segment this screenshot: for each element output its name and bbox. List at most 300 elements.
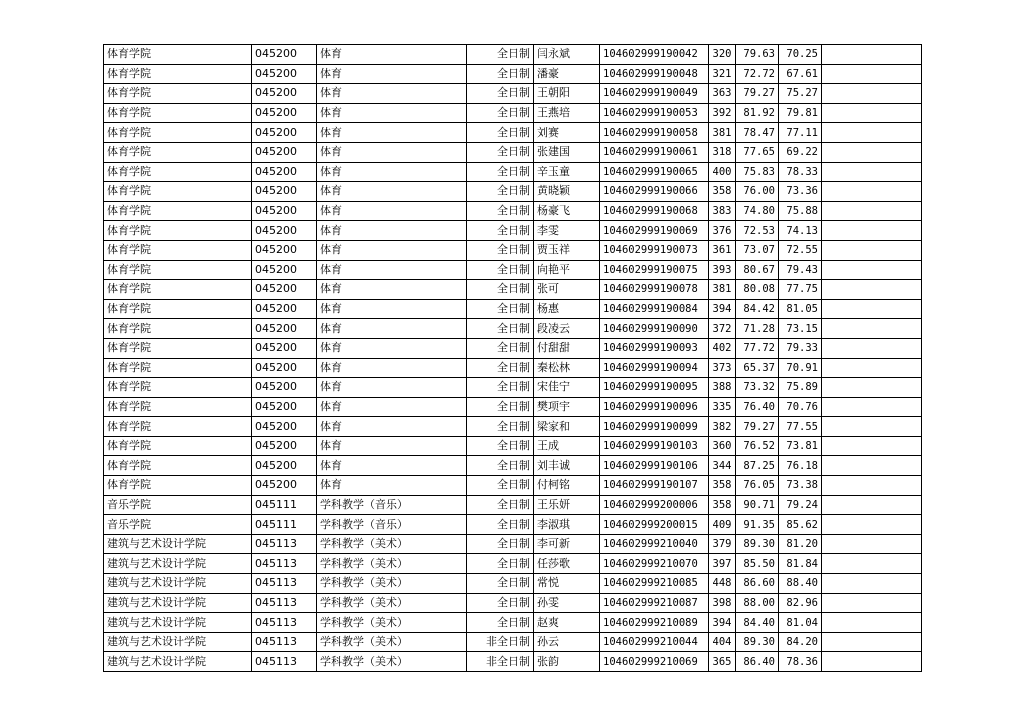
college-cell: 体育学院 — [104, 84, 252, 104]
major-code-cell: 045113 — [252, 574, 317, 594]
candidate-id-cell: 104602999210070 — [600, 554, 709, 574]
student-name-cell: 王燕培 — [534, 103, 600, 123]
final-score-cell: 74.13 — [779, 221, 822, 241]
study-mode-cell: 全日制 — [467, 103, 534, 123]
empty-cell — [822, 260, 922, 280]
college-cell: 音乐学院 — [104, 515, 252, 535]
major-code-cell: 045200 — [252, 476, 317, 496]
student-name-cell: 闫永斌 — [534, 45, 600, 65]
retest-score-cell: 75.83 — [736, 162, 779, 182]
table-row — [104, 397, 922, 417]
empty-cell — [822, 221, 922, 241]
retest-score-cell: 65.37 — [736, 358, 779, 378]
college-cell: 建筑与艺术设计学院 — [104, 613, 252, 633]
study-mode-cell: 全日制 — [467, 378, 534, 398]
major-name-cell: 体育 — [317, 280, 467, 300]
study-mode-cell: 全日制 — [467, 417, 534, 437]
major-name-cell: 学科教学（音乐） — [317, 515, 467, 535]
empty-cell — [822, 84, 922, 104]
final-score-cell: 78.36 — [779, 652, 822, 672]
table-row — [104, 201, 922, 221]
candidate-id-cell: 104602999190042 — [600, 45, 709, 65]
empty-cell — [822, 652, 922, 672]
college-cell: 建筑与艺术设计学院 — [104, 632, 252, 652]
candidate-id-cell: 104602999190099 — [600, 417, 709, 437]
college-cell: 体育学院 — [104, 436, 252, 456]
major-name-cell: 体育 — [317, 338, 467, 358]
table-row — [104, 378, 922, 398]
final-score-cell: 75.89 — [779, 378, 822, 398]
empty-cell — [822, 554, 922, 574]
total-score-cell: 335 — [709, 397, 736, 417]
empty-cell — [822, 574, 922, 594]
total-score-cell: 398 — [709, 593, 736, 613]
student-name-cell: 贾玉祥 — [534, 240, 600, 260]
total-score-cell: 320 — [709, 45, 736, 65]
major-code-cell: 045200 — [252, 280, 317, 300]
major-name-cell: 学科教学（美术） — [317, 613, 467, 633]
total-score-cell: 383 — [709, 201, 736, 221]
study-mode-cell: 全日制 — [467, 64, 534, 84]
final-score-cell: 79.33 — [779, 338, 822, 358]
total-score-cell: 381 — [709, 123, 736, 143]
major-code-cell: 045200 — [252, 221, 317, 241]
major-name-cell: 体育 — [317, 123, 467, 143]
college-cell: 体育学院 — [104, 476, 252, 496]
final-score-cell: 79.24 — [779, 495, 822, 515]
student-name-cell: 辛玉童 — [534, 162, 600, 182]
empty-cell — [822, 378, 922, 398]
retest-score-cell: 86.60 — [736, 574, 779, 594]
student-name-cell: 付甜甜 — [534, 338, 600, 358]
candidate-id-cell: 104602999200006 — [600, 495, 709, 515]
candidate-id-cell: 104602999190073 — [600, 240, 709, 260]
major-code-cell: 045200 — [252, 436, 317, 456]
retest-score-cell: 90.71 — [736, 495, 779, 515]
major-code-cell: 045200 — [252, 201, 317, 221]
student-name-cell: 任莎歌 — [534, 554, 600, 574]
candidate-id-cell: 104602999190048 — [600, 64, 709, 84]
study-mode-cell: 全日制 — [467, 338, 534, 358]
major-code-cell: 045200 — [252, 45, 317, 65]
table-row — [104, 103, 922, 123]
empty-cell — [822, 338, 922, 358]
empty-cell — [822, 103, 922, 123]
major-code-cell: 045200 — [252, 319, 317, 339]
table-row — [104, 299, 922, 319]
student-name-cell: 付柯铭 — [534, 476, 600, 496]
study-mode-cell: 全日制 — [467, 495, 534, 515]
study-mode-cell: 全日制 — [467, 221, 534, 241]
total-score-cell: 392 — [709, 103, 736, 123]
student-name-cell: 段凌云 — [534, 319, 600, 339]
study-mode-cell: 全日制 — [467, 397, 534, 417]
major-code-cell: 045200 — [252, 456, 317, 476]
table-row — [104, 495, 922, 515]
candidate-id-cell: 104602999190094 — [600, 358, 709, 378]
student-name-cell: 李可新 — [534, 534, 600, 554]
student-name-cell: 常悦 — [534, 574, 600, 594]
major-name-cell: 体育 — [317, 162, 467, 182]
study-mode-cell: 全日制 — [467, 142, 534, 162]
total-score-cell: 400 — [709, 162, 736, 182]
student-name-cell: 秦松林 — [534, 358, 600, 378]
study-mode-cell: 全日制 — [467, 593, 534, 613]
study-mode-cell: 全日制 — [467, 123, 534, 143]
major-code-cell: 045200 — [252, 182, 317, 202]
major-code-cell: 045200 — [252, 417, 317, 437]
table-row — [104, 593, 922, 613]
college-cell: 体育学院 — [104, 240, 252, 260]
final-score-cell: 84.20 — [779, 632, 822, 652]
empty-cell — [822, 162, 922, 182]
student-name-cell: 李淑琪 — [534, 515, 600, 535]
candidate-id-cell: 104602999210069 — [600, 652, 709, 672]
table-row — [104, 123, 922, 143]
study-mode-cell: 非全日制 — [467, 652, 534, 672]
retest-score-cell: 88.00 — [736, 593, 779, 613]
table-row — [104, 142, 922, 162]
total-score-cell: 321 — [709, 64, 736, 84]
study-mode-cell: 全日制 — [467, 515, 534, 535]
empty-cell — [822, 593, 922, 613]
major-code-cell: 045113 — [252, 613, 317, 633]
college-cell: 建筑与艺术设计学院 — [104, 574, 252, 594]
retest-score-cell: 73.32 — [736, 378, 779, 398]
table-row — [104, 162, 922, 182]
table-row — [104, 476, 922, 496]
total-score-cell: 393 — [709, 260, 736, 280]
candidate-id-cell: 104602999210040 — [600, 534, 709, 554]
retest-score-cell: 86.40 — [736, 652, 779, 672]
major-name-cell: 体育 — [317, 201, 467, 221]
total-score-cell: 360 — [709, 436, 736, 456]
table-row — [104, 515, 922, 535]
total-score-cell: 404 — [709, 632, 736, 652]
major-name-cell: 体育 — [317, 299, 467, 319]
retest-score-cell: 87.25 — [736, 456, 779, 476]
total-score-cell: 318 — [709, 142, 736, 162]
total-score-cell: 394 — [709, 299, 736, 319]
college-cell: 建筑与艺术设计学院 — [104, 554, 252, 574]
candidate-id-cell: 104602999190053 — [600, 103, 709, 123]
study-mode-cell: 全日制 — [467, 84, 534, 104]
retest-score-cell: 74.80 — [736, 201, 779, 221]
college-cell: 音乐学院 — [104, 495, 252, 515]
major-name-cell: 体育 — [317, 456, 467, 476]
table-row — [104, 45, 922, 65]
retest-score-cell: 77.72 — [736, 338, 779, 358]
empty-cell — [822, 201, 922, 221]
total-score-cell: 376 — [709, 221, 736, 241]
major-code-cell: 045113 — [252, 593, 317, 613]
major-name-cell: 体育 — [317, 45, 467, 65]
major-name-cell: 体育 — [317, 358, 467, 378]
total-score-cell: 358 — [709, 476, 736, 496]
major-name-cell: 体育 — [317, 103, 467, 123]
total-score-cell: 358 — [709, 495, 736, 515]
candidate-id-cell: 104602999210085 — [600, 574, 709, 594]
retest-score-cell: 79.27 — [736, 417, 779, 437]
retest-score-cell: 79.27 — [736, 84, 779, 104]
study-mode-cell: 全日制 — [467, 476, 534, 496]
study-mode-cell: 全日制 — [467, 280, 534, 300]
college-cell: 体育学院 — [104, 45, 252, 65]
major-name-cell: 学科教学（美术） — [317, 574, 467, 594]
study-mode-cell: 全日制 — [467, 182, 534, 202]
retest-score-cell: 73.07 — [736, 240, 779, 260]
student-name-cell: 张韵 — [534, 652, 600, 672]
candidate-id-cell: 104602999210044 — [600, 632, 709, 652]
retest-score-cell: 89.30 — [736, 534, 779, 554]
final-score-cell: 73.36 — [779, 182, 822, 202]
student-name-cell: 黄晓颖 — [534, 182, 600, 202]
major-code-cell: 045200 — [252, 397, 317, 417]
table-row — [104, 319, 922, 339]
major-name-cell: 学科教学（美术） — [317, 632, 467, 652]
table-row — [104, 182, 922, 202]
final-score-cell: 79.43 — [779, 260, 822, 280]
student-name-cell: 赵爽 — [534, 613, 600, 633]
candidate-id-cell: 104602999190078 — [600, 280, 709, 300]
final-score-cell: 81.05 — [779, 299, 822, 319]
major-code-cell: 045200 — [252, 378, 317, 398]
student-name-cell: 刘赛 — [534, 123, 600, 143]
student-name-cell: 张建国 — [534, 142, 600, 162]
study-mode-cell: 全日制 — [467, 358, 534, 378]
table-row — [104, 260, 922, 280]
college-cell: 体育学院 — [104, 280, 252, 300]
candidate-id-cell: 104602999190093 — [600, 338, 709, 358]
major-code-cell: 045113 — [252, 652, 317, 672]
empty-cell — [822, 613, 922, 633]
final-score-cell: 85.62 — [779, 515, 822, 535]
student-name-cell: 梁家和 — [534, 417, 600, 437]
study-mode-cell: 全日制 — [467, 436, 534, 456]
candidate-id-cell: 104602999190066 — [600, 182, 709, 202]
final-score-cell: 72.55 — [779, 240, 822, 260]
total-score-cell: 358 — [709, 182, 736, 202]
college-cell: 体育学院 — [104, 64, 252, 84]
major-code-cell: 045200 — [252, 338, 317, 358]
study-mode-cell: 全日制 — [467, 613, 534, 633]
student-name-cell: 樊项宇 — [534, 397, 600, 417]
major-code-cell: 045200 — [252, 142, 317, 162]
table-row — [104, 84, 922, 104]
empty-cell — [822, 182, 922, 202]
table-row — [104, 613, 922, 633]
table-row — [104, 221, 922, 241]
total-score-cell: 448 — [709, 574, 736, 594]
empty-cell — [822, 476, 922, 496]
retest-score-cell: 76.52 — [736, 436, 779, 456]
retest-score-cell: 89.30 — [736, 632, 779, 652]
retest-score-cell: 76.00 — [736, 182, 779, 202]
candidate-id-cell: 104602999190049 — [600, 84, 709, 104]
student-name-cell: 杨惠 — [534, 299, 600, 319]
retest-score-cell: 77.65 — [736, 142, 779, 162]
final-score-cell: 70.25 — [779, 45, 822, 65]
major-code-cell: 045113 — [252, 632, 317, 652]
total-score-cell: 379 — [709, 534, 736, 554]
empty-cell — [822, 456, 922, 476]
candidate-id-cell: 104602999190068 — [600, 201, 709, 221]
final-score-cell: 73.38 — [779, 476, 822, 496]
study-mode-cell: 全日制 — [467, 162, 534, 182]
major-name-cell: 体育 — [317, 182, 467, 202]
study-mode-cell: 全日制 — [467, 260, 534, 280]
college-cell: 体育学院 — [104, 182, 252, 202]
student-name-cell: 王成 — [534, 436, 600, 456]
total-score-cell: 381 — [709, 280, 736, 300]
total-score-cell: 382 — [709, 417, 736, 437]
candidate-id-cell: 104602999190107 — [600, 476, 709, 496]
table-body — [104, 45, 922, 672]
major-code-cell: 045111 — [252, 495, 317, 515]
student-name-cell: 刘丰诚 — [534, 456, 600, 476]
table-row — [104, 358, 922, 378]
major-name-cell: 体育 — [317, 378, 467, 398]
total-score-cell: 397 — [709, 554, 736, 574]
empty-cell — [822, 123, 922, 143]
final-score-cell: 82.96 — [779, 593, 822, 613]
study-mode-cell: 全日制 — [467, 45, 534, 65]
college-cell: 建筑与艺术设计学院 — [104, 593, 252, 613]
candidate-id-cell: 104602999210087 — [600, 593, 709, 613]
table-row — [104, 534, 922, 554]
retest-score-cell: 79.63 — [736, 45, 779, 65]
retest-score-cell: 80.08 — [736, 280, 779, 300]
college-cell: 体育学院 — [104, 201, 252, 221]
retest-score-cell: 72.53 — [736, 221, 779, 241]
student-name-cell: 宋佳宁 — [534, 378, 600, 398]
major-name-cell: 体育 — [317, 417, 467, 437]
table-row — [104, 632, 922, 652]
major-code-cell: 045113 — [252, 534, 317, 554]
college-cell: 体育学院 — [104, 123, 252, 143]
final-score-cell: 70.91 — [779, 358, 822, 378]
final-score-cell: 81.84 — [779, 554, 822, 574]
college-cell: 体育学院 — [104, 103, 252, 123]
candidate-id-cell: 104602999190058 — [600, 123, 709, 143]
empty-cell — [822, 417, 922, 437]
college-cell: 体育学院 — [104, 221, 252, 241]
candidate-id-cell: 104602999190103 — [600, 436, 709, 456]
study-mode-cell: 全日制 — [467, 201, 534, 221]
total-score-cell: 402 — [709, 338, 736, 358]
major-code-cell: 045200 — [252, 64, 317, 84]
major-code-cell: 045200 — [252, 240, 317, 260]
major-code-cell: 045111 — [252, 515, 317, 535]
college-cell: 体育学院 — [104, 299, 252, 319]
candidate-id-cell: 104602999190096 — [600, 397, 709, 417]
empty-cell — [822, 64, 922, 84]
student-name-cell: 杨豪飞 — [534, 201, 600, 221]
college-cell: 体育学院 — [104, 162, 252, 182]
retest-score-cell: 80.67 — [736, 260, 779, 280]
final-score-cell: 77.11 — [779, 123, 822, 143]
final-score-cell: 81.20 — [779, 534, 822, 554]
major-name-cell: 体育 — [317, 240, 467, 260]
final-score-cell: 79.81 — [779, 103, 822, 123]
final-score-cell: 75.88 — [779, 201, 822, 221]
total-score-cell: 363 — [709, 84, 736, 104]
student-name-cell: 王朝阳 — [534, 84, 600, 104]
final-score-cell: 70.76 — [779, 397, 822, 417]
table-row — [104, 554, 922, 574]
table-row — [104, 240, 922, 260]
study-mode-cell: 全日制 — [467, 456, 534, 476]
retest-score-cell: 71.28 — [736, 319, 779, 339]
total-score-cell: 361 — [709, 240, 736, 260]
total-score-cell: 388 — [709, 378, 736, 398]
major-name-cell: 体育 — [317, 319, 467, 339]
retest-score-cell: 76.05 — [736, 476, 779, 496]
study-mode-cell: 全日制 — [467, 574, 534, 594]
candidate-id-cell: 104602999190061 — [600, 142, 709, 162]
major-name-cell: 体育 — [317, 397, 467, 417]
college-cell: 体育学院 — [104, 338, 252, 358]
final-score-cell: 75.27 — [779, 84, 822, 104]
total-score-cell: 394 — [709, 613, 736, 633]
candidate-id-cell: 104602999190095 — [600, 378, 709, 398]
final-score-cell: 73.15 — [779, 319, 822, 339]
retest-score-cell: 78.47 — [736, 123, 779, 143]
student-name-cell: 王乐妍 — [534, 495, 600, 515]
student-name-cell: 孙云 — [534, 632, 600, 652]
major-code-cell: 045200 — [252, 299, 317, 319]
empty-cell — [822, 534, 922, 554]
candidate-id-cell: 104602999200015 — [600, 515, 709, 535]
empty-cell — [822, 397, 922, 417]
final-score-cell: 73.81 — [779, 436, 822, 456]
retest-score-cell: 76.40 — [736, 397, 779, 417]
final-score-cell: 81.04 — [779, 613, 822, 633]
candidate-id-cell: 104602999190065 — [600, 162, 709, 182]
table-row — [104, 456, 922, 476]
candidate-id-cell: 104602999210089 — [600, 613, 709, 633]
major-name-cell: 体育 — [317, 221, 467, 241]
total-score-cell: 409 — [709, 515, 736, 535]
major-name-cell: 学科教学（美术） — [317, 652, 467, 672]
admission-table — [103, 44, 922, 672]
major-name-cell: 体育 — [317, 260, 467, 280]
empty-cell — [822, 358, 922, 378]
study-mode-cell: 全日制 — [467, 534, 534, 554]
empty-cell — [822, 495, 922, 515]
candidate-id-cell: 104602999190084 — [600, 299, 709, 319]
college-cell: 建筑与艺术设计学院 — [104, 534, 252, 554]
table-row — [104, 338, 922, 358]
retest-score-cell: 81.92 — [736, 103, 779, 123]
major-code-cell: 045200 — [252, 84, 317, 104]
college-cell: 体育学院 — [104, 142, 252, 162]
retest-score-cell: 85.50 — [736, 554, 779, 574]
candidate-id-cell: 104602999190090 — [600, 319, 709, 339]
total-score-cell: 344 — [709, 456, 736, 476]
major-name-cell: 学科教学（美术） — [317, 593, 467, 613]
college-cell: 体育学院 — [104, 397, 252, 417]
study-mode-cell: 全日制 — [467, 554, 534, 574]
major-name-cell: 学科教学（美术） — [317, 534, 467, 554]
final-score-cell: 88.40 — [779, 574, 822, 594]
final-score-cell: 69.22 — [779, 142, 822, 162]
college-cell: 体育学院 — [104, 319, 252, 339]
empty-cell — [822, 240, 922, 260]
empty-cell — [822, 142, 922, 162]
empty-cell — [822, 299, 922, 319]
candidate-id-cell: 104602999190106 — [600, 456, 709, 476]
